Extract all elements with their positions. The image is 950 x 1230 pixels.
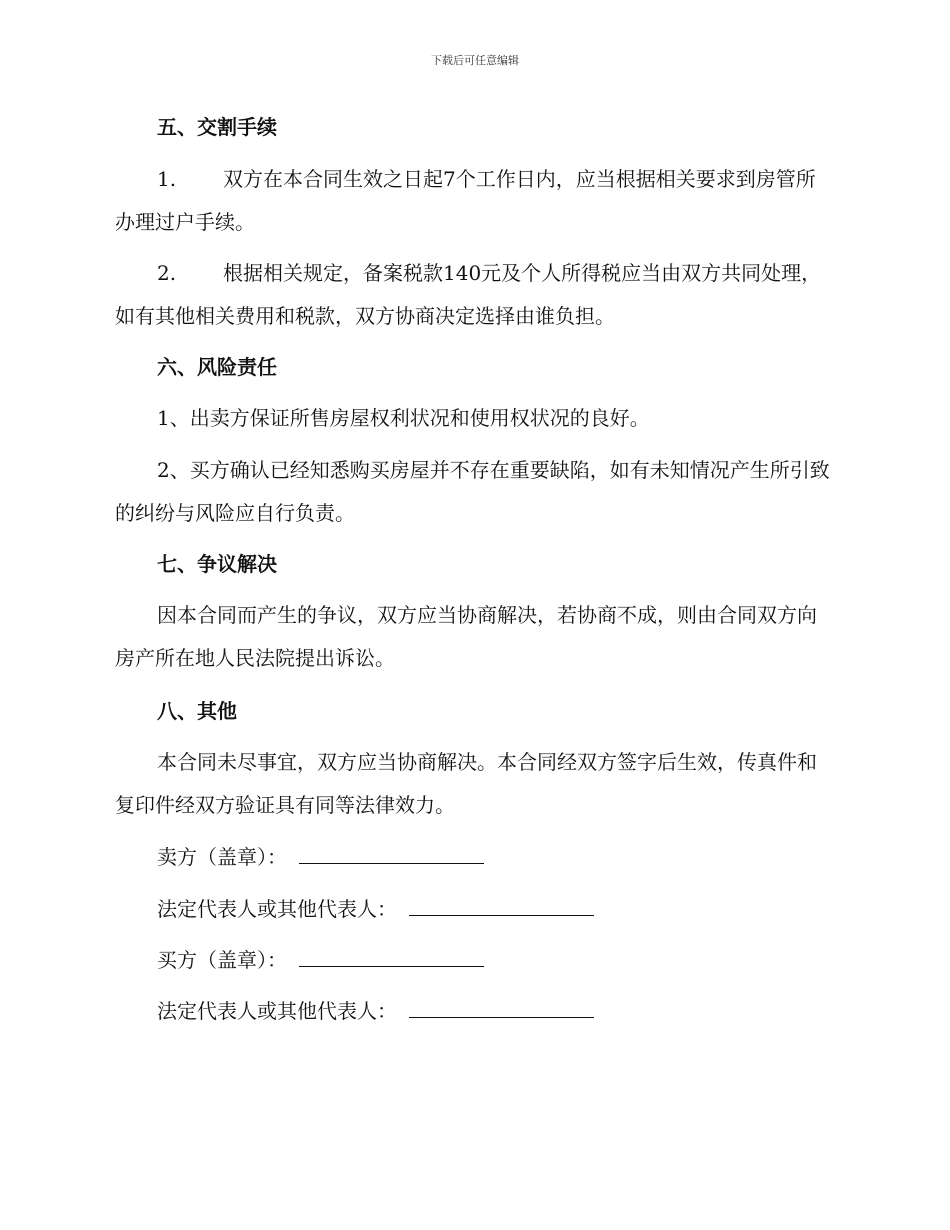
section-5-item-1 [115,158,830,244]
buyer-rep-signature-row [157,996,594,1026]
buyer-signature-row [157,945,484,975]
item-text: 根据相关规定，备案税款140元及个人所得税应当由双方共同处理，如有其他相关费用和税款，双方协商决定选择由谁负担。 [115,261,822,328]
seller-rep-signature-line[interactable] [409,895,594,916]
seller-label: 卖方（盖章）： [157,845,287,869]
section-7-text: 因本合同而产生的争议，双方应当协商解决，若协商不成，则由合同双方向房产所在地人民法院提出诉讼。 [115,603,817,670]
page-header: 下载后可任意编辑 [431,54,519,67]
section-6-item-2: 2、买方确认已经知悉购买房屋并不存在重要缺陷，如有未知情况产生所引致的纠纷与风险应自行负责。 [115,458,830,525]
section-6-title: 六、风险责任 [157,355,277,379]
item-number: 2. [157,261,177,285]
seller-rep-label: 法定代表人或其他代表人： [157,897,397,921]
buyer-signature-line[interactable] [299,946,484,967]
item-number: 1. [157,167,177,191]
item-text: 双方在本合同生效之日起7个工作日内，应当根据相关要求到房管所办理过户手续。 [115,167,816,234]
section-5-title: 五、交割手续 [157,115,277,139]
section-6-item-1: 1、出卖方保证所售房屋权利状况和使用权状况的良好。 [157,406,650,430]
section-8-title: 八、其他 [157,699,237,723]
buyer-rep-label: 法定代表人或其他代表人： [157,999,397,1023]
section-8-text: 本合同未尽事宜，双方应当协商解决。本合同经双方签字后生效，传真件和复印件经双方验证具有同等法律效力。 [115,750,817,817]
section-5-item-2 [115,252,830,338]
seller-signature-row [157,842,484,872]
buyer-label: 买方（盖章）： [157,948,287,972]
buyer-rep-signature-line[interactable] [409,997,594,1018]
seller-rep-signature-row [157,894,594,924]
seller-signature-line[interactable] [299,843,484,864]
section-7-title: 七、争议解决 [157,552,277,576]
